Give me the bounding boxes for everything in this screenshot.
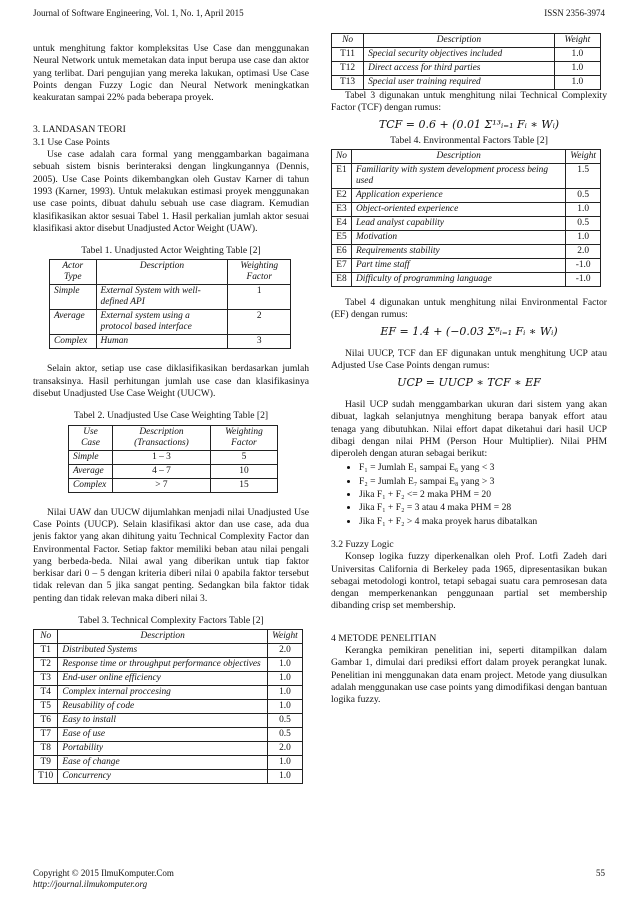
journal-url: http://journal.ilmukomputer.org	[33, 879, 148, 889]
table-row	[332, 48, 601, 62]
table-cell: 1.0	[267, 658, 302, 672]
fuzzy-paragraph: Konsep logika fuzzy diperkenalkan oleh Prof. Lotfi Zadeh dari Universitas California di Berkeley pada 1965, dipresentasikan bukan sebagai metodologi kontrol, tetapi sebagai suatu cara pemrosesan data dengan memperkenankan penggunaan partial set membership dibanding crisp set membership.	[331, 551, 607, 612]
table-cell: Distributed Systems	[58, 644, 268, 658]
table-cell: 1	[228, 285, 291, 310]
table-cell: 10	[210, 464, 277, 478]
table-row	[34, 714, 303, 728]
table-cell: E5	[332, 231, 352, 245]
right-column	[331, 33, 607, 707]
table-row	[332, 164, 601, 189]
table-cell: T1	[34, 644, 58, 658]
table-row	[332, 62, 601, 76]
table-cell: -1.0	[566, 259, 601, 273]
table-cell: External system using a protocol based interface	[96, 310, 228, 335]
table-row	[332, 245, 601, 259]
table-cell: E6	[332, 245, 352, 259]
table-cell: 1.0	[267, 686, 302, 700]
table2-caption: Tabel 2. Unadjusted Use Case Weighting Table [2]	[73, 410, 269, 422]
table-row	[34, 756, 303, 770]
table-header-cell: Actor Type	[50, 260, 97, 285]
running-header	[33, 8, 605, 18]
table-row	[34, 658, 303, 672]
copyright: Copyright © 2015 IlmuKomputer.Com	[33, 868, 174, 878]
table3-caption: Tabel 3. Technical Complexity Factors Table [2]	[78, 615, 264, 627]
table-1	[49, 259, 291, 349]
table-cell: T10	[34, 770, 58, 784]
table-cell: Complex internal proccesing	[58, 686, 268, 700]
table-header-cell: No	[332, 150, 352, 164]
table-cell: > 7	[113, 478, 211, 492]
table-cell: Motivation	[351, 231, 565, 245]
table-cell: 1.0	[554, 48, 600, 62]
table-header-row	[50, 260, 291, 285]
table-cell: Familiarity with system development process being used	[351, 164, 565, 189]
intro-paragraph: untuk menghitung faktor kompleksitas Use Case dan menggunakan Neural Network untuk memetakan data input berupa use case dan aktor yang terlibat. Dari pengujian yang mereka lakukan, optimasi Use Case Points dengan Fuzzy Logic dan Neural Network meningkatkan keakuratan sampai 22% pada beberapa proyek.	[33, 43, 309, 104]
table-cell: Direct access for third parties	[364, 62, 555, 76]
table-cell: Response time or throughput performance objectives	[58, 658, 268, 672]
table-3	[33, 629, 303, 784]
phm-rule-item: • Jika F₁ + F₂ > 4 maka proyek harus dibatalkan	[359, 516, 607, 528]
table-cell: 1.5	[566, 164, 601, 189]
table-cell: Complex	[69, 478, 113, 492]
table-header-cell: Weight	[267, 630, 302, 644]
table-cell: T12	[332, 62, 364, 76]
table-cell: 2.0	[267, 644, 302, 658]
table-cell: Lead analyst capability	[351, 217, 565, 231]
table-header-cell: Weighting Factor	[210, 425, 277, 450]
table-header-cell: Description	[351, 150, 565, 164]
table-cell: T3	[34, 672, 58, 686]
table-cell: T4	[34, 686, 58, 700]
table-header-cell: No	[34, 630, 58, 644]
issn: ISSN 2356-3974	[544, 8, 605, 18]
table-cell: E8	[332, 273, 352, 287]
phm-rule-item: • F₂ = Jumlah E₇ sampai E₈ yang > 3	[359, 476, 607, 488]
phm-rules-list	[331, 462, 607, 527]
table-cell: 0.5	[566, 189, 601, 203]
table-cell: E3	[332, 203, 352, 217]
table-cell: Reusability of code	[58, 700, 268, 714]
table-cell: E1	[332, 164, 352, 189]
table-header-row	[332, 150, 601, 164]
table-cell: 1.0	[566, 231, 601, 245]
section-4-heading: 4 METODE PENELITIAN	[331, 632, 437, 644]
table-cell: Difficulty of programming language	[351, 273, 565, 287]
table-row	[34, 770, 303, 784]
table-cell: Special security objectives included	[364, 48, 555, 62]
ucp-paragraph: Use case adalah cara formal yang menggambarkan bagaimana sebuah sistem bisnis berinteraksi dengan lingkungannya (Dennis, 2005). Use Case Points dikembangkan oleh Gustav Karner di tahun 1993 (Karner, 1993). Untuk melakukan estimasi proyek menggunakan use case points, dibuat dahulu sebuah use case diagram. Kemudian klasifikasikan aktor sesuai Tabel 1. Hasil perkalian jumlah aktor sesuai klasifikasi aktor disebut Unadjusted Actor Weight (UAW).	[33, 149, 309, 234]
table-cell: Average	[50, 310, 97, 335]
table-header-row	[332, 34, 601, 48]
table-cell: T8	[34, 742, 58, 756]
table-cell: 2.0	[267, 742, 302, 756]
table-cell: Simple	[69, 450, 113, 464]
table-cell: 3	[228, 335, 291, 349]
table-cell: Portability	[58, 742, 268, 756]
table-row	[50, 310, 291, 335]
method-paragraph: Kerangka pemikiran penelitian ini, seperti ditampilkan dalam Gambar 1, dimulai dari prediksi effort dalam proyek perangkat lunak. Penelitian ini menggunakan data enam project. Metode yang diusulkan adalah menggunakan use case points yang dimodifikasi dengan bantuan logika fuzzy.	[331, 645, 608, 706]
table-cell: End-user online efficiency	[58, 672, 268, 686]
table-cell: 4 – 7	[113, 464, 211, 478]
table-cell: Concurrency	[58, 770, 268, 784]
table-cell: Application experience	[351, 189, 565, 203]
footer	[33, 868, 605, 890]
table-cell: Human	[96, 335, 228, 349]
table-header-cell: Weighting Factor	[228, 260, 291, 285]
table-row	[34, 728, 303, 742]
table-cell: 1.0	[554, 62, 600, 76]
table-cell: E2	[332, 189, 352, 203]
phm-paragraph: Hasil UCP sudah menggambarkan ukuran dari sistem yang akan dibuat, lagkah selanjutnya menghitung berapa banyak effort atau tenaga yang dibutuhkan. Nilai effort dapat diketahui dari hasil UCP dibagi dengan nilai PHM (Person Hour Multiplier). Nilai PHM diperoleh dengan aturan sebagai berikut:	[331, 398, 607, 460]
table-cell: Object-oriented experience	[351, 203, 565, 217]
tcf-formula: TCF = 0.6 + (0.01 Σ¹³ᵢ₌₁ Fᵢ ∗ Wᵢ)	[378, 117, 560, 131]
table-row	[34, 700, 303, 714]
table-cell: Requirements stability	[351, 245, 565, 259]
phm-rule-item: • F₁ = Jumlah E₁ sampai E₆ yang < 3	[359, 462, 607, 474]
table-cell: External System with well-defined API	[96, 285, 228, 310]
section-3-1-heading: 3.1 Use Case Points	[33, 136, 110, 148]
table-cell: T2	[34, 658, 58, 672]
table-header-cell: Weight	[566, 150, 601, 164]
table-cell: T11	[332, 48, 364, 62]
table-row	[34, 742, 303, 756]
table-cell: Simple	[50, 285, 97, 310]
phm-rule-item: • Jika F₁ + F₂ <= 2 maka PHM = 20	[359, 489, 607, 501]
table-cell: Average	[69, 464, 113, 478]
table-row	[332, 189, 601, 203]
table-row	[69, 478, 278, 492]
table-header-row	[34, 630, 303, 644]
table-cell: Ease of use	[58, 728, 268, 742]
table-row	[332, 217, 601, 231]
table-header-cell: Description (Transactions)	[113, 425, 211, 450]
table-cell: 0.5	[566, 217, 601, 231]
table-3-continued	[331, 33, 601, 90]
table1-caption: Tabel 1. Unadjusted Actor Weighting Table [2]	[81, 245, 261, 257]
table-cell: Ease of change	[58, 756, 268, 770]
table-cell: 2.0	[566, 245, 601, 259]
table-row	[69, 464, 278, 478]
table-row	[34, 672, 303, 686]
table-cell: 1.0	[267, 756, 302, 770]
table-cell: 2	[228, 310, 291, 335]
table-cell: 1.0	[267, 770, 302, 784]
section-3-2-heading: 3.2 Fuzzy Logic	[331, 538, 394, 550]
table-cell: 1.0	[267, 700, 302, 714]
table-row	[332, 259, 601, 273]
table-cell: T13	[332, 76, 364, 90]
table-row	[332, 273, 601, 287]
table4-caption: Tabel 4. Environmental Factors Table [2]	[390, 134, 548, 146]
table-cell: 0.5	[267, 714, 302, 728]
table-row	[332, 231, 601, 245]
left-column	[33, 43, 309, 784]
table-header-row	[69, 425, 278, 450]
table-header-cell: Weight	[554, 34, 600, 48]
table-cell: Complex	[50, 335, 97, 349]
table-row	[69, 450, 278, 464]
table-cell: Easy to install	[58, 714, 268, 728]
table-cell: T5	[34, 700, 58, 714]
table-cell: E4	[332, 217, 352, 231]
table-row	[50, 335, 291, 349]
table-row	[332, 76, 601, 90]
section-3-heading: 3. LANDASAN TEORI	[33, 124, 126, 136]
table-cell: Special user training required	[364, 76, 555, 90]
table-row	[34, 644, 303, 658]
table-row	[332, 203, 601, 217]
page-number: 55	[596, 868, 605, 878]
table-cell: 15	[210, 478, 277, 492]
table-cell: 1 – 3	[113, 450, 211, 464]
table-2	[68, 425, 278, 493]
table-4	[331, 149, 601, 287]
table-header-cell: No	[332, 34, 364, 48]
ef-paragraph: Tabel 4 digunakan untuk menghitung nilai Environmental Factor (EF) dengan rumus:	[331, 297, 607, 321]
table-cell: T7	[34, 728, 58, 742]
table-cell: T6	[34, 714, 58, 728]
table-cell: Part time staff	[351, 259, 565, 273]
ucp2-paragraph: Nilai UUCP, TCF dan EF digunakan untuk menghitung UCP atau Adjusted Use Case Points dengan rumus:	[331, 348, 607, 372]
uucw-paragraph: Selain aktor, setiap use case diklasifikasikan berdasarkan jumlah transaksinya. Hasil perhitungan jumlah use case dan klasifikasinya disebut Unadjusted Use Case Weight (UUCW).	[33, 363, 309, 400]
table-cell: E7	[332, 259, 352, 273]
ucp-formula: UCP = UUCP ∗ TCF ∗ EF	[397, 375, 541, 389]
table-header-cell: Description	[96, 260, 228, 285]
table-cell: 1.0	[267, 672, 302, 686]
table-header-cell: Description	[58, 630, 268, 644]
journal-title: Journal of Software Engineering, Vol. 1, No. 1, April 2015	[33, 8, 244, 18]
table-header-cell: Use Case	[69, 425, 113, 450]
table-cell: 0.5	[267, 728, 302, 742]
table-cell: 1.0	[566, 203, 601, 217]
table-cell: T9	[34, 756, 58, 770]
tcf-paragraph: Tabel 3 digunakan untuk menghitung nilai Technical Complexity Factor (TCF) dengan rumus:	[331, 90, 607, 114]
table-row	[50, 285, 291, 310]
phm-rule-item: • Jika F₁ + F₂ = 3 atau 4 maka PHM = 28	[359, 502, 607, 514]
uucp-paragraph: Nilai UAW dan UUCW dijumlahkan menjadi nilai Unadjusted Use Case Points (UUCP). Selain klasifikasi aktor dan use case, ada dua jenis faktor yang akan dihitung yaitu Technical Complexity Factor dan Environmental Factor. Setiap faktor memiliki beban atau nilai pengali yang berbeda-beda. Nilai awal yang diberikan untuk tiap faktor berkisar dari 0 – 5 dengan kriteria diberi nilai 0 apabila faktor tersebut tidak relevan dan 5 jika sangat penting. Sedangkan bila faktor tidak penting dan tidak relevan maka diberi nilai 3.	[33, 506, 309, 604]
table-cell: 1.0	[554, 76, 600, 90]
table-row	[34, 686, 303, 700]
ef-formula: EF = 1.4 + (−0.03 Σ⁸ᵢ₌₁ Fᵢ ∗ Wᵢ)	[380, 324, 558, 338]
table-header-cell: Description	[364, 34, 555, 48]
table-cell: 5	[210, 450, 277, 464]
table-cell: -1.0	[566, 273, 601, 287]
